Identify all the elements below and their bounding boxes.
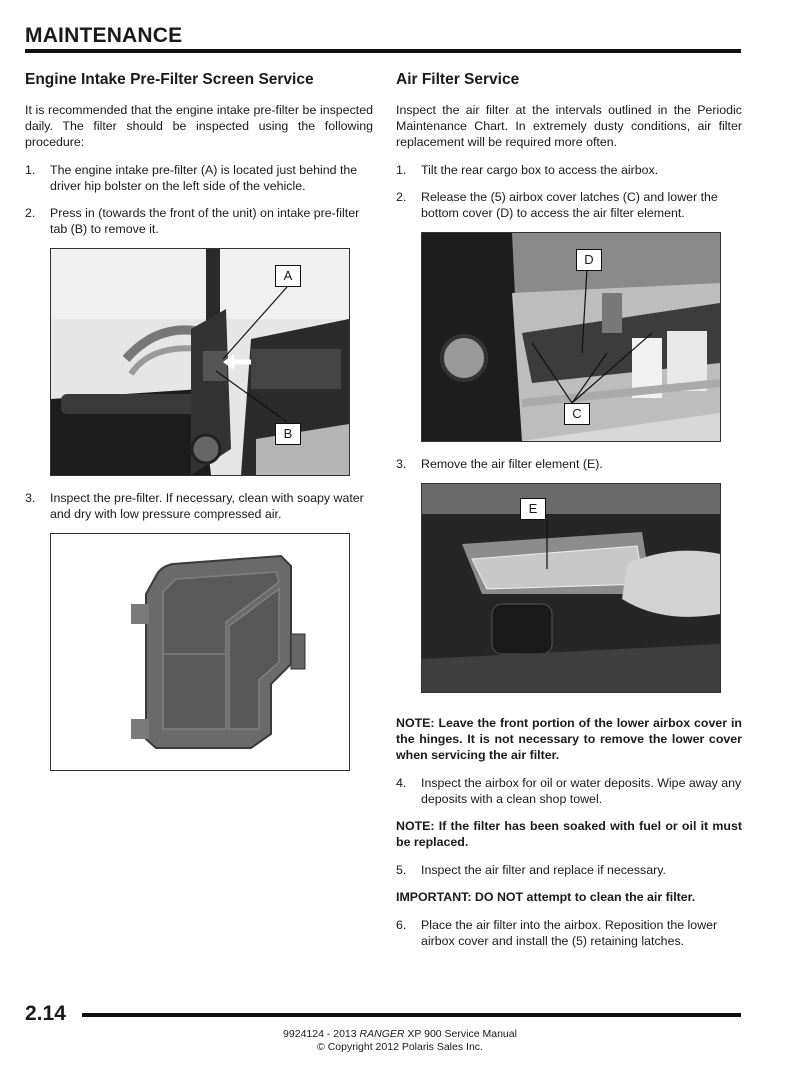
- left-column: [25, 70, 373, 785]
- step-text: Inspect the pre-filter. If necessary, clean with soapy water and dry with low pressure compressed air.: [50, 491, 364, 521]
- step-text: Inspect the air filter and replace if necessary.: [421, 863, 666, 877]
- right-step-5: [396, 862, 742, 878]
- right-step-3: [396, 456, 742, 472]
- air-filter-element-image: [422, 484, 720, 692]
- right-column: [396, 70, 742, 960]
- right-heading: Air Filter Service: [396, 71, 520, 88]
- step-number: 3.: [396, 457, 407, 471]
- step-number: 2.: [25, 206, 36, 220]
- step-text: Press in (towards the front of the unit) on intake pre-filter tab (B) to remove it.: [50, 206, 360, 236]
- step-number: 6.: [396, 918, 407, 932]
- pre-filter-photo: [50, 533, 350, 771]
- right-step-2: [396, 189, 742, 221]
- step-text: Release the (5) airbox cover latches (C) and lower the bottom cover (D) to access the air filter element.: [421, 190, 718, 220]
- left-step-2: [25, 205, 373, 237]
- footer-rule: [82, 1013, 741, 1017]
- step-text: Remove the air filter element (E).: [421, 457, 603, 471]
- left-step-3: [25, 490, 373, 522]
- left-step-1: [25, 162, 373, 194]
- pre-filter-image: [51, 534, 349, 770]
- callout-e: E: [520, 498, 546, 520]
- right-intro: Inspect the air filter at the intervals outlined in the Periodic Maintenance Chart. In extremely dusty conditions, air filter replacement will be required more often.: [396, 103, 742, 149]
- header-rule: [25, 49, 741, 53]
- step-number: 2.: [396, 190, 407, 204]
- step-number: 1.: [25, 163, 36, 177]
- note-soaked-filter: NOTE: If the filter has been soaked with fuel or oil it must be replaced.: [396, 819, 742, 849]
- important-notice: IMPORTANT: DO NOT attempt to clean the air filter.: [396, 890, 696, 904]
- page-number: 2.14: [25, 1002, 66, 1025]
- right-step-6: [396, 917, 742, 949]
- callout-b: B: [275, 423, 301, 445]
- left-heading: Engine Intake Pre-Filter Screen Service: [25, 71, 314, 88]
- pre-filter-location-image: [51, 249, 349, 475]
- step-number: 5.: [396, 863, 407, 877]
- right-step-4: [396, 775, 742, 807]
- air-filter-element-photo: [421, 483, 721, 693]
- callout-a: A: [275, 265, 301, 287]
- step-text: The engine intake pre-filter (A) is located just behind the driver hip bolster on the left side of the vehicle.: [50, 163, 358, 193]
- copyright: © Copyright 2012 Polaris Sales Inc.: [317, 1041, 483, 1053]
- step-text: Tilt the rear cargo box to access the airbox.: [421, 163, 659, 177]
- step-number: 4.: [396, 776, 407, 790]
- note-lower-cover: NOTE: Leave the front portion of the lower airbox cover in the hinges. It is not necessary to remove the lower cover when servicing the air filter.: [396, 716, 742, 762]
- section-title: MAINTENANCE: [25, 24, 183, 47]
- step-text: Place the air filter into the airbox. Reposition the lower airbox cover and install the (5) retaining latches.: [421, 918, 718, 948]
- manual-suffix: XP 900 Service Manual: [404, 1028, 517, 1040]
- callout-c: C: [564, 403, 590, 425]
- right-step-1: [396, 162, 742, 178]
- airbox-latches-photo: [421, 232, 721, 442]
- step-number: 1.: [396, 163, 407, 177]
- callout-d: D: [576, 249, 602, 271]
- manual-prefix: 9924124 - 2013: [283, 1028, 360, 1040]
- step-text: Inspect the airbox for oil or water deposits. Wipe away any deposits with a clean shop towel.: [421, 776, 742, 806]
- left-intro: It is recommended that the engine intake pre-filter be inspected daily. The filter should be inspected using the following procedure:: [25, 103, 373, 149]
- manual-title: [0, 1028, 800, 1041]
- step-number: 3.: [25, 491, 36, 505]
- manual-model: RANGER: [359, 1028, 405, 1040]
- pre-filter-location-photo: [50, 248, 350, 476]
- footer-text: [0, 1028, 800, 1054]
